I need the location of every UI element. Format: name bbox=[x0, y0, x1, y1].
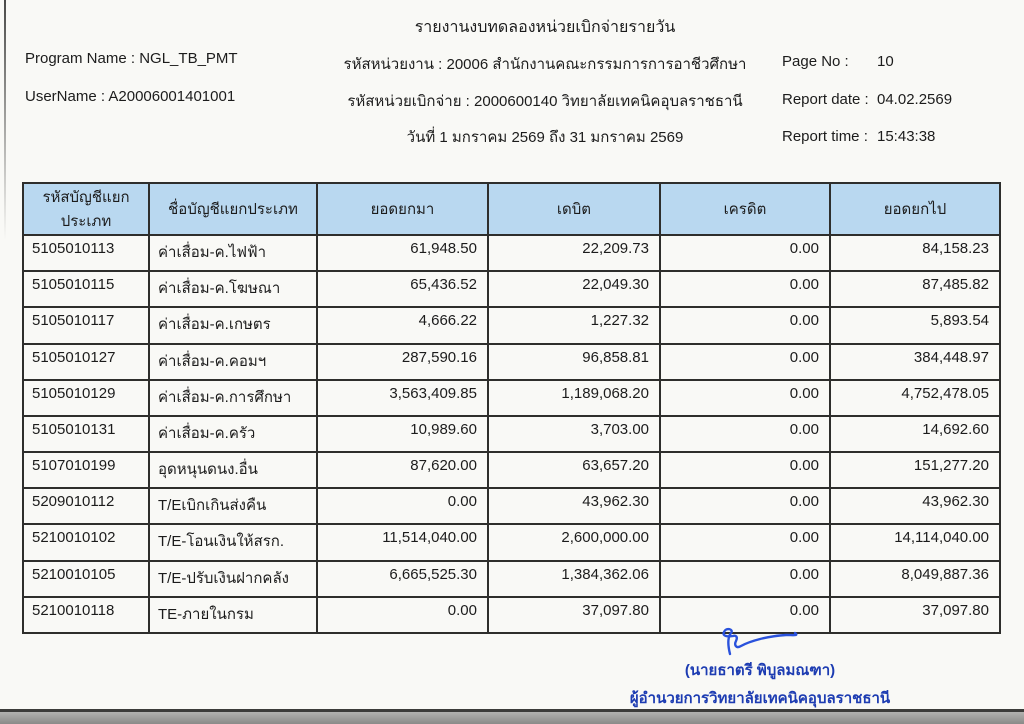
cell-amount: 0.00 bbox=[660, 524, 830, 560]
cell-amount: 0.00 bbox=[660, 416, 830, 452]
cell-amount: 384,448.97 bbox=[830, 344, 1000, 380]
cell-amount: 6,665,525.30 bbox=[317, 561, 488, 597]
cell-amount: 61,948.50 bbox=[317, 235, 488, 271]
cell-amount: 0.00 bbox=[660, 488, 830, 524]
report-title: รายงานงบทดลองหน่วยเบิกจ่ายรายวัน bbox=[414, 19, 676, 36]
scanner-background bbox=[0, 712, 1024, 724]
cell-account-code: 5210010118 bbox=[23, 597, 149, 633]
page-no-label: Page No : bbox=[782, 53, 849, 70]
cell-amount: 0.00 bbox=[317, 488, 488, 524]
cell-account-name: TE-ภายในกรม bbox=[149, 597, 317, 633]
cell-account-name: T/E-ปรับเงินฝากคลัง bbox=[149, 561, 317, 597]
table-row bbox=[23, 235, 1000, 271]
cell-account-name: ค่าเสื่อม-ค.คอมฯ bbox=[149, 344, 317, 380]
cell-amount: 0.00 bbox=[660, 452, 830, 488]
signature-block bbox=[610, 624, 910, 710]
username-label: UserName : bbox=[25, 88, 106, 105]
cell-account-code: 5105010129 bbox=[23, 380, 149, 416]
cell-amount: 87,485.82 bbox=[830, 271, 1000, 307]
cell-amount: 0.00 bbox=[660, 380, 830, 416]
cell-amount: 37,097.80 bbox=[488, 597, 660, 633]
cell-amount: 84,158.23 bbox=[830, 235, 1000, 271]
cell-amount: 287,590.16 bbox=[317, 344, 488, 380]
cell-amount: 65,436.52 bbox=[317, 271, 488, 307]
table-row bbox=[23, 524, 1000, 560]
cell-account-code: 5209010112 bbox=[23, 488, 149, 524]
column-header: ยอดยกมา bbox=[317, 183, 488, 235]
cell-amount: 3,563,409.85 bbox=[317, 380, 488, 416]
disbursement-unit-line: รหัสหน่วยเบิกจ่าย : 2000600140 วิทยาลัยเทคนิคอุบลราชธานี bbox=[347, 93, 743, 110]
cell-account-name: อุดหนุนดนง.อื่น bbox=[149, 452, 317, 488]
page-no-value: 10 bbox=[877, 53, 894, 70]
program-name-value: NGL_TB_PMT bbox=[139, 50, 238, 67]
column-header: ชื่อบัญชีแยกประเภท bbox=[149, 183, 317, 235]
cell-account-name: ค่าเสื่อม-ค.ครัว bbox=[149, 416, 317, 452]
cell-account-code: 5105010127 bbox=[23, 344, 149, 380]
cell-account-name: ค่าเสื่อม-ค.ไฟฟ้า bbox=[149, 235, 317, 271]
cell-account-code: 5105010115 bbox=[23, 271, 149, 307]
cell-amount: 11,514,040.00 bbox=[317, 524, 488, 560]
cell-amount: 22,049.30 bbox=[488, 271, 660, 307]
report-time-label: Report time : bbox=[782, 128, 868, 145]
date-range-line: วันที่ 1 มกราคม 2569 ถึง 31 มกราคม 2569 bbox=[406, 129, 684, 146]
table-row bbox=[23, 488, 1000, 524]
cell-account-name: ค่าเสื่อม-ค.การศึกษา bbox=[149, 380, 317, 416]
report-table bbox=[22, 182, 1001, 634]
cell-amount: 37,097.80 bbox=[830, 597, 1000, 633]
cell-amount: 0.00 bbox=[660, 344, 830, 380]
column-header: เดบิต bbox=[488, 183, 660, 235]
report-time-value: 15:43:38 bbox=[877, 128, 936, 145]
signer-title: ผู้อำนวยการวิทยาลัยเทคนิคอุบลราชธานี bbox=[629, 690, 891, 707]
cell-amount: 87,620.00 bbox=[317, 452, 488, 488]
cell-amount: 5,893.54 bbox=[830, 307, 1000, 343]
program-name-line bbox=[25, 50, 238, 67]
username-line bbox=[25, 88, 235, 105]
signer-name: (นายธาตรี พิบูลมณฑา) bbox=[684, 662, 836, 679]
cell-amount: 8,049,887.36 bbox=[830, 561, 1000, 597]
cell-amount: 1,227.32 bbox=[488, 307, 660, 343]
cell-amount: 2,600,000.00 bbox=[488, 524, 660, 560]
cell-account-code: 5210010105 bbox=[23, 561, 149, 597]
program-name-label: Program Name : bbox=[25, 50, 136, 67]
table-row bbox=[23, 380, 1000, 416]
column-header: เครดิต bbox=[660, 183, 830, 235]
column-header: ยอดยกไป bbox=[830, 183, 1000, 235]
table-row bbox=[23, 561, 1000, 597]
cell-amount: 10,989.60 bbox=[317, 416, 488, 452]
report-table-container bbox=[22, 182, 999, 634]
table-row bbox=[23, 452, 1000, 488]
report-date-label: Report date : bbox=[782, 91, 869, 108]
cell-amount: 1,189,068.20 bbox=[488, 380, 660, 416]
cell-amount: 0.00 bbox=[660, 597, 830, 633]
report-date-value: 04.02.2569 bbox=[877, 91, 953, 108]
cell-account-code: 5105010117 bbox=[23, 307, 149, 343]
cell-account-code: 5105010113 bbox=[23, 235, 149, 271]
cell-amount: 4,752,478.05 bbox=[830, 380, 1000, 416]
cell-amount: 22,209.73 bbox=[488, 235, 660, 271]
cell-amount: 0.00 bbox=[317, 597, 488, 633]
cell-amount: 43,962.30 bbox=[830, 488, 1000, 524]
cell-account-name: ค่าเสื่อม-ค.โฆษณา bbox=[149, 271, 317, 307]
paper-edge-shadow bbox=[4, 0, 6, 240]
cell-amount: 3,703.00 bbox=[488, 416, 660, 452]
cell-account-code: 5105010131 bbox=[23, 416, 149, 452]
table-row bbox=[23, 416, 1000, 452]
cell-amount: 43,962.30 bbox=[488, 488, 660, 524]
table-header-row bbox=[23, 183, 1000, 235]
cell-amount: 0.00 bbox=[660, 235, 830, 271]
cell-account-code: 5107010199 bbox=[23, 452, 149, 488]
table-body bbox=[23, 235, 1000, 633]
cell-amount: 151,277.20 bbox=[830, 452, 1000, 488]
cell-account-name: T/E-โอนเงินให้สรก. bbox=[149, 524, 317, 560]
agency-code-line: รหัสหน่วยงาน : 20006 สำนักงานคณะกรรมการการอาชีวศึกษา bbox=[343, 56, 747, 73]
cell-account-name: ค่าเสื่อม-ค.เกษตร bbox=[149, 307, 317, 343]
cell-amount: 0.00 bbox=[660, 307, 830, 343]
username-value: A20006001401001 bbox=[108, 88, 236, 105]
column-header: รหัสบัญชีแยกประเภท bbox=[23, 183, 149, 235]
signature-scribble bbox=[700, 624, 820, 662]
cell-account-code: 5210010102 bbox=[23, 524, 149, 560]
cell-amount: 1,384,362.06 bbox=[488, 561, 660, 597]
table-row bbox=[23, 344, 1000, 380]
cell-amount: 0.00 bbox=[660, 271, 830, 307]
table-row bbox=[23, 307, 1000, 343]
cell-amount: 96,858.81 bbox=[488, 344, 660, 380]
cell-amount: 0.00 bbox=[660, 561, 830, 597]
cell-amount: 14,692.60 bbox=[830, 416, 1000, 452]
table-row bbox=[23, 271, 1000, 307]
cell-account-name: T/Eเบิกเกินส่งคืน bbox=[149, 488, 317, 524]
cell-amount: 4,666.22 bbox=[317, 307, 488, 343]
cell-amount: 63,657.20 bbox=[488, 452, 660, 488]
cell-amount: 14,114,040.00 bbox=[830, 524, 1000, 560]
